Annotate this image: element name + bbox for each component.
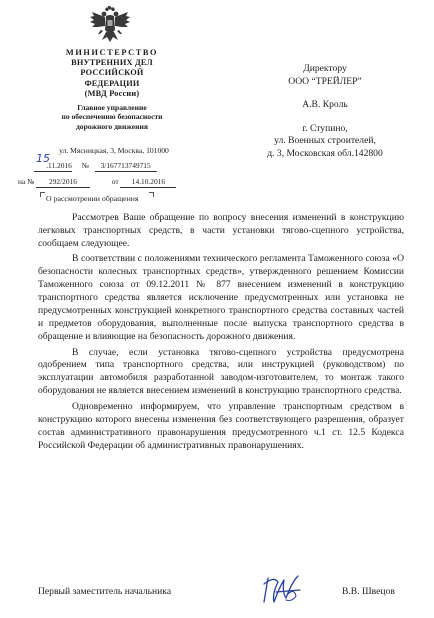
date-field <box>34 152 72 172</box>
recipient-address-3: д. 3, Московская обл.142800 <box>267 147 383 159</box>
division-line-1: Главное управление <box>77 103 147 112</box>
ministry-header <box>54 48 170 99</box>
handwritten-day: 15 <box>36 152 50 165</box>
division-line-3: дорожного движения <box>75 121 149 131</box>
recipient-company: ООО “ТРЕЙЛЕР” <box>288 75 362 87</box>
body-paragraph-2: В соответствии с положениями технического регламента Таможенного союза «О безопасности колесных транспортных средств», утвержденного решением Комиссии Таможенного союза от 09.12.2011 № 877 внесением изменений в конструкцию транспортного средства является исключение предусмотренных или установка не предусмотренных конструкцией конкретного транспортного средства составных частей и предметов оборудования, выполненные после выпуска транспортного средства в обращение и влияющие на безопасность дорожного движения. <box>38 253 404 343</box>
body-paragraph-4: Одновременно информируем, что управление транспортным средством в конструкцию которого внесены изменения без соответствующего разрешения, образует состав административного правонарушения предусмотренного ч.1 ст. 12.5 Кодекса Российской Федерации об административных правонарушениях. <box>38 400 404 451</box>
letter-body <box>38 212 404 455</box>
recipient-position: Директору <box>303 63 347 74</box>
body-paragraph-1: Рассмотрев Ваше обращение по вопросу внесения изменений в конструкцию легковых транспортных средств, в части установки тягово-сцепного устройства, сообщаем следующее. <box>38 212 404 249</box>
ministry-line-3: РОССИЙСКОЙ ФЕДЕРАЦИИ <box>80 68 144 88</box>
ref-prefix: на № <box>18 177 35 186</box>
body-paragraph-3: В случае, если установка тягово-сцепного устройства предусмотрена одобрением типа транспортного средства, или инструкцией (руководством) по эксплуатации автомобиля разработанной заводом-изготовителем, то монтаж такого оборудования не является внесением изменений в конструкцию транспортного средства. <box>38 346 404 397</box>
handwritten-signature-icon <box>258 572 304 608</box>
ministry-line-4: (МВД России) <box>84 88 140 98</box>
ref-date: 14.10.2016 <box>120 177 176 188</box>
ref-from: от <box>111 177 119 186</box>
date-printed: .11.2016 <box>46 161 72 170</box>
signatory-title: Первый заместитель начальника <box>38 586 172 597</box>
signatory-name: В.В. Швецов <box>342 586 395 597</box>
sender-address: ул. Мясницкая, 3, Москва, 101000 <box>59 146 169 155</box>
subject-line: О рассмотрении обращения <box>46 194 139 203</box>
recipient-address-1: г. Ступино, <box>302 122 348 134</box>
recipient-name: А.В. Кроль <box>302 99 348 111</box>
ref-number: 292/2016 <box>36 177 90 188</box>
ministry-line-2: ВНУТРЕННИХ ДЕЛ <box>71 58 153 68</box>
ministry-line-1: МИНИСТЕРСТВО <box>65 48 159 57</box>
registration-row-2 <box>18 177 176 188</box>
number-sign: № <box>81 161 89 170</box>
subject-bracket-right <box>148 192 154 198</box>
recipient-block <box>242 63 408 161</box>
division-header <box>52 103 172 131</box>
eagle-emblem-icon <box>88 6 132 48</box>
registration-row-1 <box>34 152 157 172</box>
division-line-2: по обеспечению безопасности <box>61 112 163 122</box>
outgoing-number: 3/167713749715 <box>95 161 157 172</box>
recipient-address-2: ул. Военных строителей, <box>274 135 376 147</box>
